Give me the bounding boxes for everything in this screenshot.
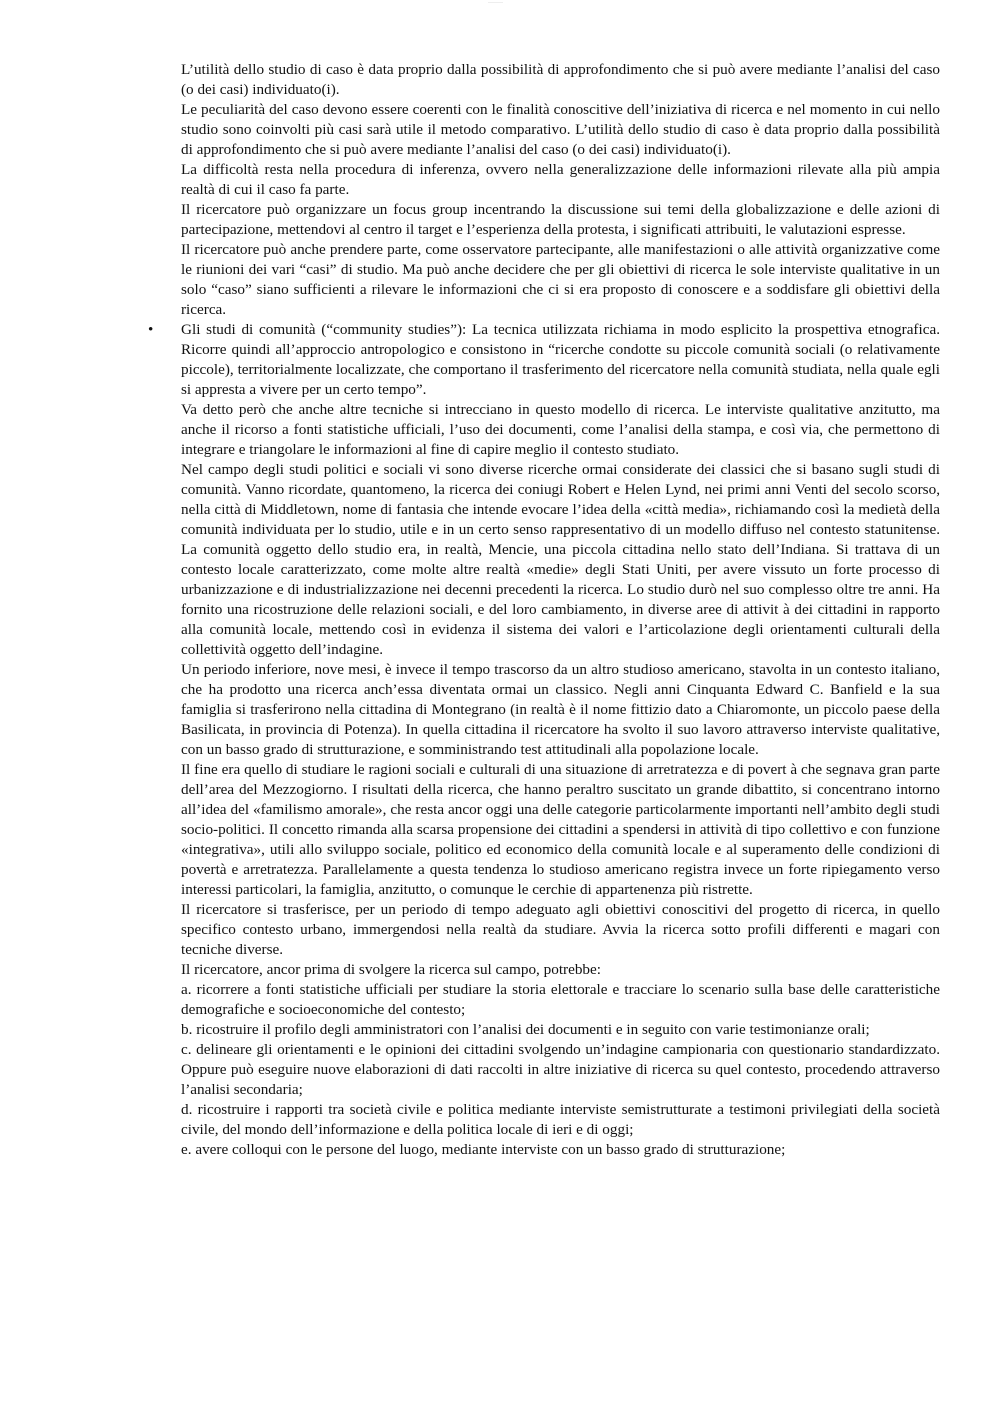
paragraph-text: Il ricercatore si trasferisce, per un periodo di tempo adeguato agli obiettivi conoscitivi del progetto di ricerca, in quello specifico contesto urbano, immergendosi nella realtà da studiare. Avvia la ricerca sotto profili differenti e magari con tecniche diverse.	[181, 901, 940, 958]
paragraph-text: Il ricercatore può anche prendere parte, come osservatore partecipante, alle manifestazioni o alle attività organizzative come le riunioni dei vari “casi” di studio. Ma può anche decidere che per gli obiettivi di ricerca le sole interviste qualitative in un solo “caso” siano sufficienti a rilevare le informazioni che ci si era proposto di conoscere e a soddisfare gli obiettivi della ricerca.	[181, 241, 940, 318]
paragraph	[181, 1140, 940, 1160]
paragraph	[181, 60, 940, 100]
paragraph	[181, 100, 940, 160]
paragraph	[181, 1020, 940, 1040]
paragraph	[181, 660, 940, 760]
paragraph	[181, 900, 940, 960]
paragraph-text: Il fine era quello di studiare le ragioni sociali e culturali di una situazione di arretratezza e di povert à che segnava gran parte dell’area del Mezzogiorno. I risultati della ricerca, che hanno peraltro suscitato un grande dibattito, si concentrano intorno all’idea del «familismo amorale», che resta ancor oggi una delle categorie particolarmente importanti nell’ambito degli studi socio-politici. Il concetto rimanda alla scarsa propensione dei cittadini a spendersi in attività di tipo collettivo e con funzione «integrativa», utili allo sviluppo sociale, politico ed economico della comunità locale e al superamento delle condizioni di povertà e arretratezza. Parallelamente a questa tendenza lo studioso americano registra invece un forte ripiegamento verso interessi particolari, la famiglia, anzitutto, o comunque le cerchie di appartenenza più ristrette.	[181, 761, 940, 898]
bullet-paragraph	[148, 320, 940, 400]
paragraph-text: Le peculiarità del caso devono essere coerenti con le finalità conoscitive dell’iniziativa di ricerca e nel momento in cui nello studio sono coinvolti più casi sarà utile il metodo comparativo. L’utilità dello studio di caso è data proprio dalla possibilità di approfondimento che si può avere mediante l’analisi del caso (o dei casi) individuato(i).	[181, 101, 940, 158]
paragraph	[181, 960, 940, 980]
paragraph-text: L’utilità dello studio di caso è data proprio dalla possibilità di approfondimento che si può avere mediante l’analisi del caso (o dei casi) individuato(i).	[181, 61, 940, 98]
bullet-marker: •	[148, 321, 154, 338]
paragraph	[181, 980, 940, 1020]
paragraph-text: e. avere colloqui con le persone del luogo, mediante interviste con un basso grado di strutturazione;	[181, 1141, 786, 1158]
paragraph-text: Il ricercatore, ancor prima di svolgere la ricerca sul campo, potrebbe:	[181, 961, 601, 978]
paragraph	[181, 240, 940, 320]
paragraph-text: Gli studi di comunità (“community studies”): La tecnica utilizzata richiama in modo esplicito la prospettiva etnografica. Ricorre quindi all’approccio antropologico e consistono in “ricerche condotte su piccole comunità sociali (o relativamente piccole), territorialmente localizzate, che comportano il trasferimento del ricercatore nella comunità studiata, nella quale egli si appresta a vivere per un certo tempo”.	[181, 321, 940, 398]
paragraph-text: d. ricostruire i rapporti tra società civile e politica mediante interviste semistrutturate a testimoni privilegiati della società civile, del mondo dell’informazione e della politica locale di ieri e di oggi;	[181, 1101, 940, 1138]
paragraph-text: Va detto però che anche altre tecniche si intrecciano in questo modello di ricerca. Le interviste qualitative anzitutto, ma anche il ricorso a fonti statistiche ufficiali, l’uso dei documenti, come l’analisi della stampa, e così via, che permettono di integrare e triangolare le informazioni al fine di capire meglio il contesto studiato.	[181, 401, 940, 458]
header-mark: —————	[488, 0, 503, 4]
paragraph	[181, 460, 940, 660]
paragraph	[181, 200, 940, 240]
paragraph-text: Un periodo inferiore, nove mesi, è invece il tempo trascorso da un altro studioso americano, stavolta in un contesto italiano, che ha prodotto una ricerca anch’essa diventata ormai un classico. Negli anni Cinquanta Edward C. Banfield e la sua famiglia si trasferirono nella cittadina di Montegrano (in realtà è il nome fittizio dato a Chiaromonte, un piccolo paese della Basilicata, in provincia di Potenza). In quella cittadina il ricercatore ha svolto il suo lavoro attraverso interviste qualitative, con un basso grado di strutturazione, e somministrando test attitudinali alla popolazione locale.	[181, 661, 940, 758]
paragraph-text: Nel campo degli studi politici e sociali vi sono diverse ricerche ormai considerate dei classici che si basano sugli studi di comunità. Vanno ricordate, quantomeno, la ricerca dei coniugi Robert e Helen Lynd, nei primi anni Venti del secolo scorso, nella città di Middletown, nome di fantasia che intende evocare l’idea della «città media», richiamando così la medietà della comunità individuata per lo studio, utile e in un certo senso rappresentativo di un modello diffuso nel contesto statunitense. La comunità oggetto dello studio era, in realtà, Mencie, una piccola cittadina nello stato dell’Indiana. Si trattava di un contesto locale caratterizzato, come molte altre realtà «medie» degli Stati Uniti, per avere vissuto un forte processo di urbanizzazione e di industrializzazione nei decenni precedenti la ricerca. Lo studio durò nel suo complesso oltre tre anni. Ha fornito una ricostruzione delle relazioni sociali, e del loro cambiamento, in diverse aree di attivit à dei cittadini in rapporto alla comunità locale, mettendo così in evidenza il sistema dei valori e l’articolazione degli orientamenti culturali della collettività oggetto dell’indagine.	[181, 461, 940, 658]
paragraph-text: a. ricorrere a fonti statistiche ufficiali per studiare la storia elettorale e tracciare lo scenario sulla base delle caratteristiche demografiche e socioeconomiche del contesto;	[181, 981, 940, 1018]
paragraph-text: b. ricostruire il profilo degli amministratori con l’analisi dei documenti e in seguito con varie testimonianze orali;	[181, 1021, 870, 1038]
paragraph	[181, 160, 940, 200]
paragraph	[181, 1040, 940, 1100]
paragraph	[181, 760, 940, 900]
paragraph-text: c. delineare gli orientamenti e le opinioni dei cittadini svolgendo un’indagine campionaria con questionario standardizzato. Oppure può eseguire nuove elaborazioni di dati raccolti in altre iniziative di ricerca su quel contesto, procedendo attraverso l’analisi secondaria;	[181, 1041, 940, 1098]
paragraph	[181, 400, 940, 460]
paragraph	[181, 1100, 940, 1140]
paragraph-text: La difficoltà resta nella procedura di inferenza, ovvero nella generalizzazione delle informazioni rilevate alla più ampia realtà di cui il caso fa parte.	[181, 161, 940, 198]
paragraph-text: Il ricercatore può organizzare un focus group incentrando la discussione sui temi della globalizzazione e delle azioni di partecipazione, mettendovi al centro il target e l’esperienza della protesta, i significati attribuiti, le valutazioni espresse.	[181, 201, 940, 238]
document-body	[148, 60, 940, 1160]
